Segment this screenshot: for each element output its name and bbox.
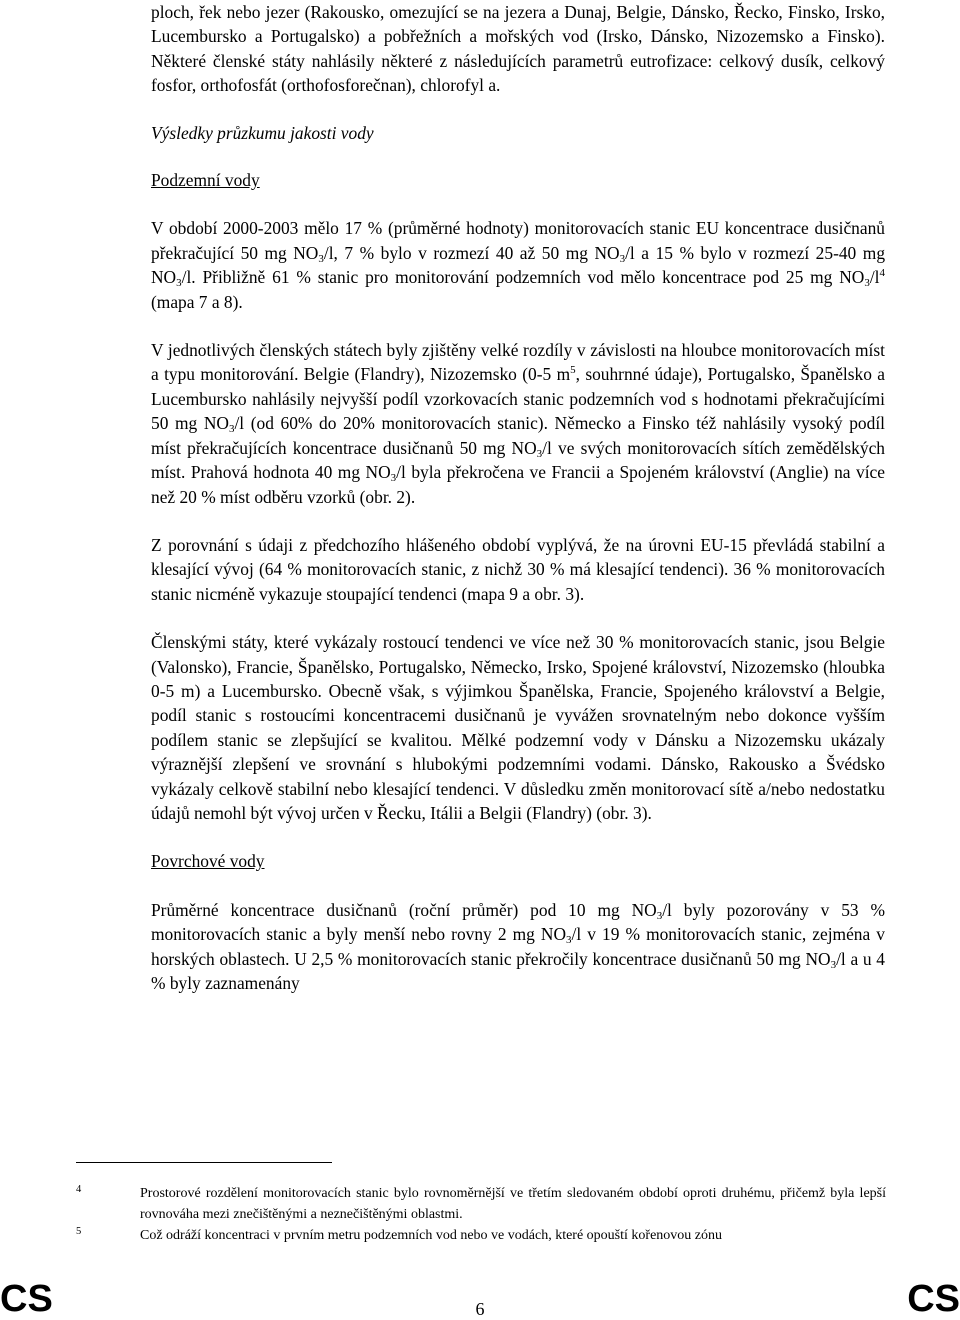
footnote-text: Prostorové rozdělení monitorovacích stanic bylo rovnoměrnější ve třetím sledovaném období oproti druhému, přičemž byla lepší rovnováha mezi znečištěnými a neznečištěnými oblastmi. [140,1186,886,1222]
section-title: Výsledky průzkumu jakosti vody [151,122,374,143]
groundwater-paragraph-2: V jednotlivých členských státech byly zjištěny velké rozdíly v závislosti na hloubce monitorovacích míst a typu monitorování. Belgie (Flandry), Nizozemsko (0-5 $m^5$, souhrnné údaje), Portugalsko, Španělsko a Lucembursko nahlásily nejvyšší podíl vzorkovacích stanic podzemních vod s hodnotami překračujícími 50 mg $NO_3/l$ (od 60% do 20% monitorovacích stanic). Německo a Finsko též nahlásily vysoký podíl míst překračujících koncentrace dusičnanů 50 mg $NO_3/l$ ve svých monitorovacích sítích zemědělských míst. Prahová hodnota 40 mg $NO_3/l$ byla překročena ve Francii a Spojeném království (Anglie) na více než 20 % míst odběru vzorků (obr. 2). [151,340,885,507]
groundwater-paragraph-1: V období 2000-2003 mělo 17 % (průměrné hodnoty) monitorovacích stanic EU koncentrace dusičnanů překračující 50 mg $NO_3/l$, 7 % bylo v rozmezí 40 až 50 mg $NO_3/l$ a 15 % bylo v rozmezí 25-40 mg $NO_3/l$. Přibližně 61 % stanic pro monitorování podzemních vod mělo koncentrace pod 25 mg $NO_3/l^4$ (mapa 7 a 8). [151,218,886,312]
surface-paragraph-1: Průměrné koncentrace dusičnanů (roční průměr) pod 10 mg $NO_3/l$ byly pozorovány v 53 % monitorovacích stanic a byly menší nebo rovny 2 mg $NO_3/l$ v 19 % monitorovacích stanic, zejména v horských oblastech. U 2,5 % monitorovacích stanic překročily koncentrace dusičnanů 50 mg $NO_3/l$ a u 4 % byly zaznamenány [151,899,885,993]
language-code-left: CS [0,1278,53,1320]
language-code-right: CS [907,1278,960,1320]
page-body [151,0,885,995]
footnote-4 [76,1183,886,1225]
footnote-ref-4: 4 [879,267,885,280]
groundwater-heading: Podzemní vody [151,170,260,191]
footnote-mark: 5 [76,1226,82,1237]
footnote-5 [76,1225,886,1246]
footnote-separator [76,1162,332,1163]
groundwater-paragraph-4: Členskými státy, které vykázaly rostoucí tendenci ve více než 30 % monitorovacích stanic, jsou Belgie (Valonsko), Francie, Španělsko, Portugalsko, Německo, Irsko, Spojené království, Nizozemsko (hloubka 0-5 m) a Lucembursko. Obecně však, s výjimkou Španělska, Francie, Spojeného království a Belgie, podíl stanic s rostoucími koncentracemi dusičnanů je vyvážen srovnatelným nebo dokonce vyšším podílem stanic se zlepšující se kvalitou. Mělké podzemní vody v Dánsku a Nizozemsku ukázaly výraznější zlepšení ve srovnání s hlubokými podzemními vodami. Dánsko, Rakousko a Švédsko vykázaly celkově stabilní nebo klesající tendenci. V důsledku změn monitorovací sítě a/nebo nedostatku údajů nemohl být vývoj určen v Řecku, Itálii a Belgii (Flandry) (obr. 3). [151,632,885,823]
surface-heading: Povrchové vody [151,851,265,872]
footnote-ref-5: 5 [570,364,576,377]
page-footer [0,1278,960,1320]
footnotes [76,1183,886,1246]
intro-paragraph: ploch, řek nebo jezer (Rakousko, omezující se na jezera a Dunaj, Belgie, Dánsko, Řecko, Finsko, Irsko, Lucembursko a Portugalsko) a pobřežních a mořských vod (Irsko, Dánsko, Nizozemsko a Finsko). Některé členské státy nahlásily některé z následujících parametrů eutrofizace: celkový dusík, celkový fosfor, orthofosfát (orthofosforečnan), chlorofyl a. [151,2,885,96]
footnote-text: Což odráží koncentraci v prvním metru podzemních vod nebo ve vodách, které opouští kořenovou zónu [140,1228,722,1243]
page-number: 6 [475,1299,485,1319]
footnote-mark: 4 [76,1184,82,1195]
groundwater-paragraph-3: Z porovnání s údaji z předchozího hlášeného období vyplývá, že na úrovni EU-15 převládá stabilní a klesající vývoj (64 % monitorovacích stanic, z nichž 30 % má klesající tendenci). 36 % monitorovacích stanic nicméně vykazuje stoupající tendenci (mapa 9 a obr. 3). [151,534,885,604]
